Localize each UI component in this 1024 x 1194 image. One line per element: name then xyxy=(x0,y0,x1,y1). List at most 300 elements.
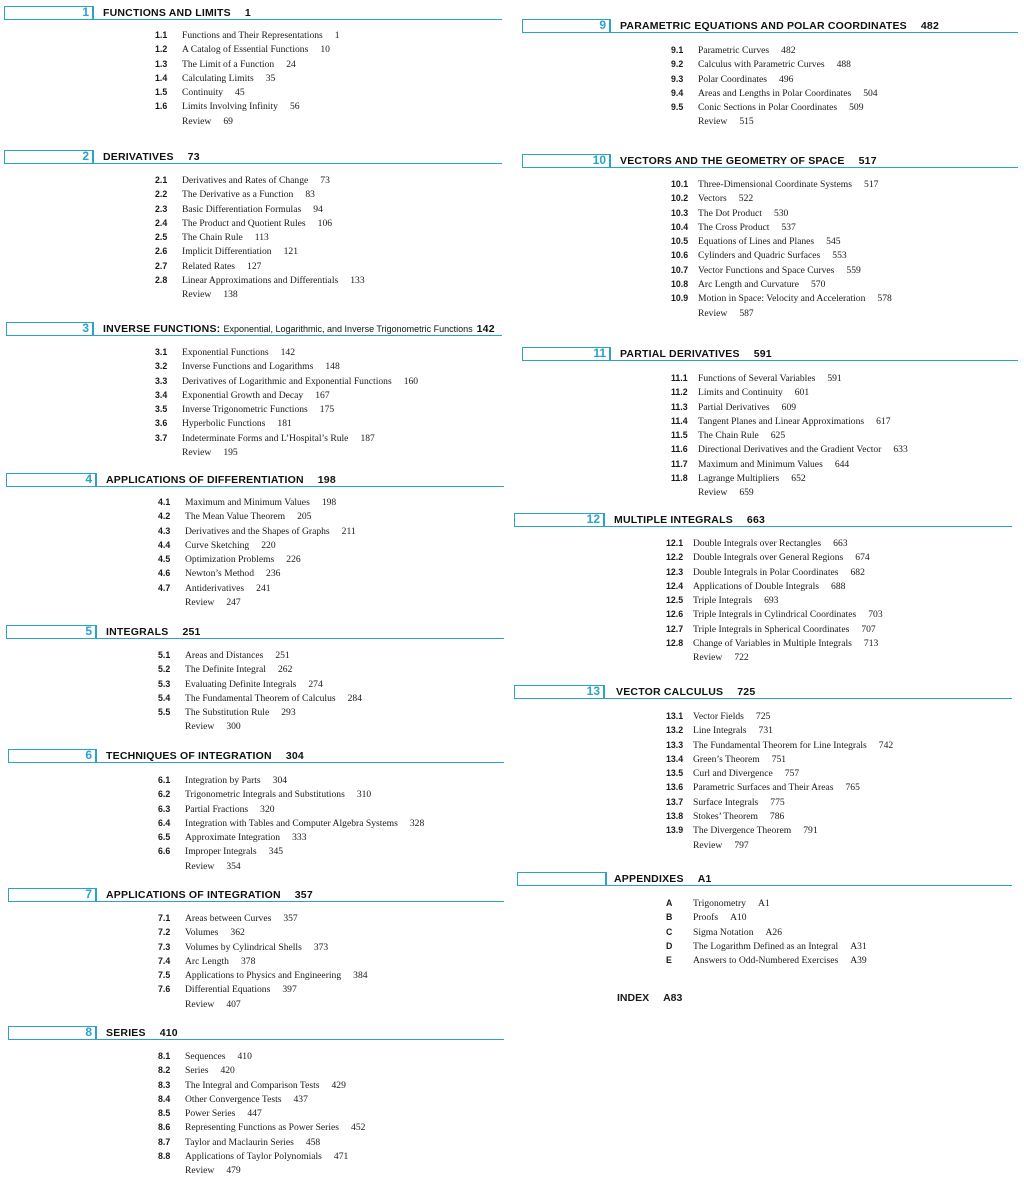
section-title-line xyxy=(698,102,864,113)
section-page: 121 xyxy=(283,246,298,258)
chapter-page: 251 xyxy=(182,626,201,638)
section-title-line xyxy=(698,416,891,427)
section-title: Tangent Planes and Linear Approximations xyxy=(698,415,865,427)
section-title-line xyxy=(693,624,876,635)
chapter-rule xyxy=(94,335,502,336)
section-page: 73 xyxy=(320,175,330,186)
section-number: 5.2 xyxy=(158,664,171,675)
section-title: The Fundamental Theorem for Line Integrals xyxy=(693,739,867,751)
section-page: 94 xyxy=(313,203,323,215)
section-title: Review xyxy=(182,447,212,459)
section-title-line xyxy=(185,984,297,995)
section-number: 2.5 xyxy=(155,232,168,243)
chapter-rule xyxy=(97,1039,504,1040)
section-title: Derivatives of Logarithmic and Exponential Functions xyxy=(182,375,392,387)
section-page: 247 xyxy=(226,597,241,609)
section-page: 797 xyxy=(734,839,749,851)
chapter-title-text: PARAMETRIC EQUATIONS AND POLAR COORDINATES xyxy=(620,20,907,32)
section-number: 9.5 xyxy=(671,102,684,113)
section-title: Exponential Functions xyxy=(182,347,269,358)
section-title: Triple Integrals in Cylindrical Coordinates xyxy=(693,609,857,621)
section-title-line xyxy=(693,581,845,592)
section-page: 682 xyxy=(850,566,865,578)
section-title: Answers to Odd-Numbered Exercises xyxy=(693,955,839,967)
section-number: 12.1 xyxy=(666,538,684,548)
section-title: Power Series xyxy=(185,1108,236,1120)
section-title-line xyxy=(185,721,241,732)
section-page: 587 xyxy=(739,307,754,319)
section-title-line xyxy=(698,430,785,441)
section-title-line xyxy=(185,707,296,718)
section-number: 8.8 xyxy=(158,1151,171,1162)
section-page: 373 xyxy=(313,941,329,953)
section-title: Review xyxy=(182,289,212,301)
section-title: Calculating Limits xyxy=(182,72,254,84)
section-page: 300 xyxy=(226,721,241,733)
section-page: 517 xyxy=(864,179,879,190)
section-number: 10.4 xyxy=(671,221,689,232)
section-title-line xyxy=(185,1094,308,1105)
section-title-line xyxy=(185,913,298,924)
chapter-page: 1 xyxy=(244,7,251,19)
section-page: 354 xyxy=(226,860,241,872)
chapter-number-box xyxy=(4,6,94,20)
chapter-number: 1 xyxy=(82,5,89,19)
section-title-line xyxy=(182,418,292,429)
section-page: 397 xyxy=(282,984,297,996)
section-title: Line Integrals xyxy=(693,725,747,737)
section-title: Optimization Problems xyxy=(185,554,275,566)
section-page: 617 xyxy=(876,415,891,427)
section-title-line xyxy=(693,955,867,966)
section-title: Motion in Space: Velocity and Acceleration xyxy=(698,293,866,305)
section-title: Areas between Curves xyxy=(185,913,272,924)
section-title: Inverse Functions and Logarithms xyxy=(182,361,314,373)
chapter-number: 13 xyxy=(586,684,600,698)
section-number: 10.6 xyxy=(671,250,689,261)
section-page: 570 xyxy=(810,279,826,291)
section-title: Basic Differentiation Formulas xyxy=(182,203,302,215)
section-title-line xyxy=(185,1080,346,1091)
section-title: Taylor and Maclaurin Series xyxy=(185,1136,294,1148)
chapter-rule xyxy=(97,638,504,639)
section-number: 12.6 xyxy=(666,609,684,620)
chapter-number-box xyxy=(514,513,605,527)
chapter-page: 198 xyxy=(317,474,336,486)
section-title-line xyxy=(698,45,796,56)
section-title-line xyxy=(182,87,245,98)
section-page: 181 xyxy=(277,418,292,430)
section-page: 198 xyxy=(321,497,337,508)
section-title: The Cross Product xyxy=(698,221,770,233)
section-title-line xyxy=(698,265,861,276)
section-title-line xyxy=(693,711,770,722)
section-number: 2.1 xyxy=(155,175,168,185)
section-title-line xyxy=(698,387,809,398)
section-number: 6.6 xyxy=(158,846,171,857)
section-title-line xyxy=(185,846,283,857)
section-page: 220 xyxy=(261,539,276,551)
section-title: Double Integrals over General Regions xyxy=(693,552,844,564)
section-title-line xyxy=(698,487,754,498)
section-number: 8.4 xyxy=(158,1093,171,1104)
section-page: 187 xyxy=(360,432,375,444)
chapter-number-box xyxy=(6,625,97,639)
section-title: Representing Functions as Power Series xyxy=(185,1122,340,1134)
section-title-line xyxy=(698,459,849,470)
section-title: Vectors xyxy=(698,193,727,205)
chapter-number: 10 xyxy=(592,153,606,167)
section-title: Improper Integrals xyxy=(185,846,257,858)
chapter-page: 517 xyxy=(858,155,877,167)
section-number: 11.1 xyxy=(671,373,688,383)
section-title: Functions of Several Variables xyxy=(698,373,816,384)
chapter-page: 591 xyxy=(753,348,772,360)
section-number: 13.2 xyxy=(666,725,684,736)
section-number: 11.4 xyxy=(671,415,688,426)
chapter-page: 663 xyxy=(746,514,766,526)
section-title-line xyxy=(185,861,241,872)
section-title-line xyxy=(693,595,778,606)
section-number: 13.8 xyxy=(666,811,684,822)
section-number: 9.3 xyxy=(671,73,684,84)
section-number: 12.8 xyxy=(666,638,684,649)
section-title-line xyxy=(693,797,785,808)
section-page: 447 xyxy=(247,1108,262,1120)
section-page: 659 xyxy=(739,487,754,499)
section-number: 5.1 xyxy=(158,650,171,660)
section-title-line xyxy=(698,236,841,247)
section-page: A26 xyxy=(765,926,783,938)
section-title: Limits and Continuity xyxy=(698,387,783,399)
chapter-rule xyxy=(605,526,1012,527)
section-title: The Divergence Theorem xyxy=(693,825,792,837)
section-number: 7.6 xyxy=(158,984,171,995)
section-page: 601 xyxy=(794,387,810,399)
section-number: 7.2 xyxy=(158,927,171,938)
section-title: Review xyxy=(185,597,215,609)
section-title: Surface Integrals xyxy=(693,796,759,808)
section-number: 8.5 xyxy=(158,1108,171,1119)
section-number: 7.5 xyxy=(158,970,171,981)
section-title: Maximum and Minimum Values xyxy=(185,497,310,508)
section-title-line xyxy=(185,927,245,938)
section-title: Trigonometry xyxy=(693,898,746,909)
section-page: 410 xyxy=(237,1051,252,1062)
section-page: 241 xyxy=(256,582,271,594)
chapter-heading xyxy=(0,322,1024,342)
chapter-page: A1 xyxy=(697,873,712,885)
section-page: 106 xyxy=(317,217,333,229)
section-title-line xyxy=(182,261,261,272)
section-title: Linear Approximations and Differentials xyxy=(182,275,339,287)
section-title: Review xyxy=(185,1165,215,1177)
chapter-rule xyxy=(611,32,1018,33)
section-title-line xyxy=(185,956,255,967)
section-title: Review xyxy=(698,487,728,499)
section-number: 8.2 xyxy=(158,1065,171,1076)
section-title-line xyxy=(185,540,276,551)
section-title-line xyxy=(698,74,793,85)
section-page: 69 xyxy=(223,115,233,127)
chapter-number: 4 xyxy=(85,472,92,486)
section-title-line xyxy=(698,473,806,484)
section-number: 9.4 xyxy=(671,87,684,98)
chapter-rule xyxy=(97,901,504,902)
section-number: 3.5 xyxy=(155,404,168,415)
section-page: 674 xyxy=(855,552,870,564)
section-title: Change of Variables in Multiple Integrals xyxy=(693,638,852,650)
section-title-line xyxy=(693,768,799,779)
section-page: 482 xyxy=(781,45,796,56)
section-title: Triple Integrals in Spherical Coordinates xyxy=(693,623,850,635)
section-title: The Substitution Rule xyxy=(185,707,270,719)
section-title-line xyxy=(185,1051,252,1062)
section-page: 775 xyxy=(770,796,785,808)
section-title: Review xyxy=(693,652,723,664)
section-page: 420 xyxy=(220,1065,235,1077)
section-title: Evaluating Definite Integrals xyxy=(185,678,297,690)
chapter-number: 8 xyxy=(85,1025,92,1039)
section-number: 1.6 xyxy=(155,101,168,112)
section-title-line xyxy=(693,538,848,549)
section-number: 1.5 xyxy=(155,87,168,98)
section-number: 8.3 xyxy=(158,1079,171,1090)
chapter-title xyxy=(106,750,304,762)
chapter-number-box xyxy=(6,322,94,336)
section-title: Trigonometric Integrals and Substitutions xyxy=(185,789,345,801)
section-title: Directional Derivatives and the Gradient Vector xyxy=(698,444,882,456)
section-page: 310 xyxy=(356,789,372,801)
section-number: 4.5 xyxy=(158,554,171,565)
chapter-title-text: APPLICATIONS OF DIFFERENTIATION xyxy=(106,474,304,486)
section-page: 284 xyxy=(347,692,363,704)
section-title-line xyxy=(693,652,749,663)
section-title: Hyperbolic Functions xyxy=(182,418,266,430)
chapter-title-text: FUNCTIONS AND LIMITS xyxy=(103,7,231,19)
section-title-line xyxy=(182,218,332,229)
section-title-line xyxy=(185,970,368,981)
section-title-line xyxy=(182,447,238,458)
chapter-title xyxy=(103,7,251,19)
section-number: 4.3 xyxy=(158,525,171,536)
section-number: 4.2 xyxy=(158,511,171,522)
section-number: 11.8 xyxy=(671,473,688,484)
section-page: 167 xyxy=(315,389,330,401)
section-title-line xyxy=(182,101,300,112)
section-number: 3.7 xyxy=(155,432,168,443)
section-number: 8.7 xyxy=(158,1136,171,1147)
section-page: 559 xyxy=(846,264,861,276)
section-number: 3.4 xyxy=(155,389,168,400)
section-page: 722 xyxy=(734,652,749,664)
chapter-number-box xyxy=(522,154,611,168)
section-number: 2.3 xyxy=(155,203,168,214)
section-title-line xyxy=(182,289,238,300)
section-title: Antiderivatives xyxy=(185,582,245,594)
section-page: 633 xyxy=(893,444,908,456)
section-page: 1 xyxy=(334,30,340,41)
section-page: 320 xyxy=(260,803,275,815)
chapter-rule xyxy=(605,698,1012,699)
chapter-number-box xyxy=(522,19,611,33)
section-title-line xyxy=(185,804,275,815)
section-page: A31 xyxy=(850,940,867,952)
section-title: Volumes by Cylindrical Shells xyxy=(185,941,302,953)
section-title-line xyxy=(185,832,307,843)
section-title-line xyxy=(698,116,754,127)
section-number: 4.4 xyxy=(158,539,171,550)
chapter-number-box xyxy=(522,347,611,361)
section-title-line xyxy=(693,898,770,909)
section-page: 515 xyxy=(739,116,754,128)
section-title-line xyxy=(182,189,315,200)
section-title-line xyxy=(182,433,375,444)
section-title-line xyxy=(185,1137,320,1148)
section-page: 205 xyxy=(297,511,312,523)
index-page: A83 xyxy=(663,992,683,1004)
section-number: 13.1 xyxy=(666,711,684,721)
section-title-line xyxy=(185,1165,241,1176)
chapter-heading xyxy=(0,347,1024,367)
section-title: Integration by Parts xyxy=(185,775,261,786)
section-title: Functions and Their Representations xyxy=(182,30,323,41)
section-page: 429 xyxy=(331,1079,346,1091)
section-title-line xyxy=(185,583,271,594)
chapter-number: 3 xyxy=(82,321,89,335)
section-page: 56 xyxy=(289,101,300,113)
section-title: The Mean Value Theorem xyxy=(185,511,286,523)
section-title-line xyxy=(182,404,334,415)
section-title-line xyxy=(698,88,878,99)
section-title: Vector Fields xyxy=(693,711,744,722)
section-title: Review xyxy=(693,839,723,851)
section-title-line xyxy=(693,609,883,620)
section-page: 703 xyxy=(868,609,883,621)
section-title-line xyxy=(182,376,418,387)
chapter-title-text: SERIES xyxy=(106,1027,146,1039)
chapter-page: 725 xyxy=(737,686,756,698)
section-title: The Integral and Comparison Tests xyxy=(185,1079,320,1091)
section-title: Curl and Divergence xyxy=(693,768,773,780)
section-title-line xyxy=(698,179,878,190)
chapter-title xyxy=(614,514,765,526)
section-page: 304 xyxy=(272,775,288,786)
section-title-line xyxy=(185,497,336,508)
section-page: 553 xyxy=(832,250,847,262)
index-label: INDEX xyxy=(617,992,650,1004)
chapter-number: 7 xyxy=(85,887,92,901)
section-number: 12.2 xyxy=(666,552,684,563)
section-title-line xyxy=(182,390,330,401)
section-title: Calculus with Parametric Curves xyxy=(698,59,825,71)
section-title: Arc Length and Curvature xyxy=(698,279,799,291)
section-title-line xyxy=(698,444,908,455)
section-page: 479 xyxy=(226,1165,241,1177)
chapter-number: 12 xyxy=(586,512,600,526)
section-title-line xyxy=(185,1108,262,1119)
section-number: 11.7 xyxy=(671,458,688,469)
section-page: 713 xyxy=(863,638,879,650)
section-number: 6.2 xyxy=(158,789,171,800)
section-number: 11.6 xyxy=(671,444,688,455)
section-title: Integration with Tables and Computer Algebra Systems xyxy=(185,817,398,829)
section-title: Implicit Differentiation xyxy=(182,246,272,258)
chapter-heading xyxy=(0,154,1024,174)
section-page: 142 xyxy=(280,347,295,358)
section-page: 357 xyxy=(283,913,298,924)
section-title-line xyxy=(185,1122,365,1133)
section-title-line xyxy=(185,942,328,953)
section-title: The Limit of a Function xyxy=(182,58,275,70)
section-title-line xyxy=(185,775,287,786)
section-title: The Fundamental Theorem of Calculus xyxy=(185,692,336,704)
section-page: 786 xyxy=(769,811,785,823)
section-page: 83 xyxy=(305,189,315,201)
section-title: Equations of Lines and Planes xyxy=(698,236,815,248)
section-page: 591 xyxy=(827,373,842,384)
section-title: Arc Length xyxy=(185,955,229,967)
section-title: Applications of Taylor Polynomials xyxy=(185,1151,322,1163)
section-page: 251 xyxy=(275,650,290,661)
section-title: Review xyxy=(185,998,215,1010)
chapter-title-text: APPENDIXES xyxy=(614,873,684,885)
section-page: 148 xyxy=(325,361,340,373)
section-title: Review xyxy=(698,116,728,128)
section-title: The Logarithm Defined as an Integral xyxy=(693,940,839,952)
section-title-line xyxy=(698,402,796,413)
section-title: Derivatives and Rates of Change xyxy=(182,175,309,186)
section-page: 791 xyxy=(803,825,818,837)
section-number: 4.7 xyxy=(158,582,171,593)
section-page: 113 xyxy=(254,232,269,244)
section-number: 6.4 xyxy=(158,817,171,828)
section-number: 9.1 xyxy=(671,45,684,55)
section-number: 1.2 xyxy=(155,44,168,55)
section-number: 10.5 xyxy=(671,236,689,247)
section-title: Derivatives and the Shapes of Graphs xyxy=(185,525,330,537)
chapter-page: 142 xyxy=(476,323,495,335)
section-title-line xyxy=(698,59,851,70)
section-title: Review xyxy=(182,115,212,127)
section-number: A xyxy=(666,898,673,908)
section-page: 211 xyxy=(341,525,356,537)
section-title-line xyxy=(693,782,860,793)
section-title: Triple Integrals xyxy=(693,595,753,607)
section-number: 5.4 xyxy=(158,692,171,703)
section-page: 688 xyxy=(831,580,846,592)
chapter-title-text: INVERSE FUNCTIONS: xyxy=(103,323,221,335)
chapter-rule xyxy=(97,762,504,763)
section-title-line xyxy=(185,1151,348,1162)
chapter-title-text: MULTIPLE INTEGRALS xyxy=(614,514,733,526)
section-title: Related Rates xyxy=(182,260,236,272)
section-page: 407 xyxy=(226,998,241,1010)
section-page: 742 xyxy=(878,739,894,751)
section-title: Review xyxy=(185,721,215,733)
section-page: 530 xyxy=(773,207,789,219)
section-page: 731 xyxy=(758,725,773,737)
chapter-title-text: APPLICATIONS OF INTEGRATION xyxy=(106,889,281,901)
section-page: 496 xyxy=(779,73,794,85)
section-page: 24 xyxy=(286,58,296,70)
section-page: A10 xyxy=(730,912,747,924)
section-number: 13.3 xyxy=(666,739,684,750)
section-number: 1.1 xyxy=(155,30,168,40)
section-number: 2.2 xyxy=(155,189,168,200)
section-title: The Definite Integral xyxy=(185,664,266,676)
section-page: 293 xyxy=(281,707,296,719)
